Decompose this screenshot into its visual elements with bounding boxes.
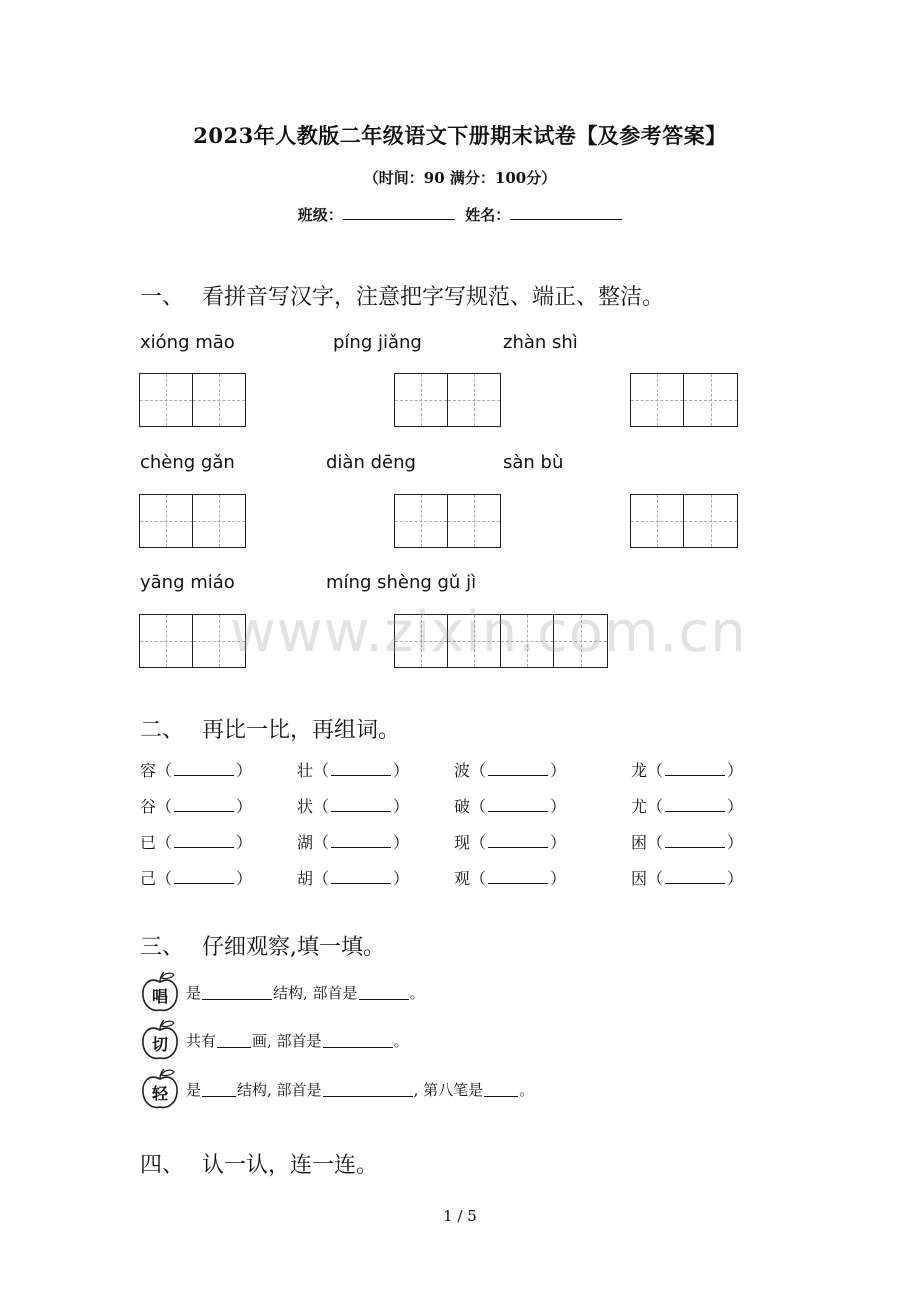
paren-close: ）	[550, 761, 567, 780]
compare-item	[297, 758, 409, 781]
section-3-heading	[140, 930, 385, 961]
compare-char: 因	[631, 869, 648, 888]
apple-icon	[140, 1067, 182, 1111]
answer-blank[interactable]	[217, 1033, 251, 1048]
word-blank[interactable]	[331, 761, 391, 776]
compare-item	[631, 866, 743, 889]
compare-char: 胡	[297, 869, 314, 888]
compare-item	[297, 866, 409, 889]
observe-char: 轻	[151, 1084, 168, 1103]
word-blank[interactable]	[174, 869, 234, 884]
paren-open: （	[470, 833, 487, 852]
compare-char: 湖	[297, 833, 314, 852]
observe-text: 画, 部首是	[252, 1031, 322, 1050]
compare-item	[454, 794, 566, 817]
compare-item	[454, 830, 566, 853]
pinyin-label: sàn bù	[503, 452, 564, 473]
observe-text: 。	[519, 1080, 535, 1099]
paren-open: （	[470, 761, 487, 780]
pinyin-label: zhàn shì	[503, 332, 578, 353]
paren-open: （	[647, 761, 664, 780]
paren-close: ）	[236, 869, 253, 888]
name-label: 姓名：	[465, 206, 511, 224]
paren-open: （	[647, 797, 664, 816]
class-blank[interactable]	[343, 205, 455, 220]
section-title: 看拼音写汉字，注意把字写规范、端正、整洁。	[202, 285, 665, 310]
word-blank[interactable]	[331, 833, 391, 848]
answer-blank[interactable]	[359, 985, 409, 1000]
paren-close: ）	[236, 833, 253, 852]
student-info-line	[0, 204, 920, 225]
compare-item	[631, 758, 743, 781]
observe-item	[140, 1018, 409, 1062]
pinyin-label: píng jiǎng	[333, 332, 422, 353]
paren-close: ）	[236, 761, 253, 780]
writing-grid[interactable]	[394, 494, 501, 548]
observe-text: 共有	[186, 1031, 217, 1050]
paren-close: ）	[550, 797, 567, 816]
observe-text: , 第八笔是	[413, 1080, 484, 1099]
compare-char: 己	[140, 869, 157, 888]
paren-open: （	[313, 833, 330, 852]
pinyin-label: diàn dēng	[326, 452, 416, 473]
watermark-text: www.zixin.com.cn	[230, 600, 747, 665]
compare-item	[454, 758, 566, 781]
compare-char: 状	[297, 797, 314, 816]
paren-close: ）	[236, 797, 253, 816]
section-1-heading	[140, 280, 664, 311]
paren-open: （	[313, 797, 330, 816]
exam-time-score: （时间：90 满分：100分）	[363, 169, 557, 187]
paren-open: （	[313, 761, 330, 780]
compare-char: 已	[140, 833, 157, 852]
word-blank[interactable]	[488, 761, 548, 776]
section-number: 三、	[140, 935, 185, 960]
paren-open: （	[156, 761, 173, 780]
word-blank[interactable]	[665, 797, 725, 812]
section-number: 一、	[140, 285, 185, 310]
compare-item	[140, 758, 252, 781]
class-label: 班级：	[297, 206, 343, 224]
word-blank[interactable]	[331, 797, 391, 812]
pinyin-label: míng shèng gǔ jì	[326, 572, 477, 593]
writing-grid[interactable]	[139, 373, 246, 427]
compare-char: 壮	[297, 761, 314, 780]
word-blank[interactable]	[665, 869, 725, 884]
compare-char: 谷	[140, 797, 157, 816]
word-blank[interactable]	[331, 869, 391, 884]
observe-char: 切	[151, 1035, 168, 1054]
answer-blank[interactable]	[323, 1082, 413, 1097]
compare-item	[297, 794, 409, 817]
observe-item	[140, 1067, 534, 1111]
compare-item	[297, 830, 409, 853]
paren-close: ）	[727, 833, 744, 852]
section-title: 再比一比，再组词。	[202, 718, 401, 743]
section-4-heading	[140, 1148, 378, 1179]
pinyin-label: chèng gǎn	[140, 452, 235, 473]
section-title: 仔细观察,填一填。	[202, 935, 385, 960]
paren-open: （	[647, 833, 664, 852]
paren-close: ）	[727, 869, 744, 888]
compare-char: 困	[631, 833, 648, 852]
compare-item	[631, 830, 743, 853]
word-blank[interactable]	[488, 833, 548, 848]
word-blank[interactable]	[174, 797, 234, 812]
word-blank[interactable]	[488, 869, 548, 884]
paren-close: ）	[727, 797, 744, 816]
writing-grid[interactable]	[630, 494, 738, 548]
compare-item	[140, 830, 252, 853]
word-blank[interactable]	[665, 833, 725, 848]
apple-icon	[140, 1018, 182, 1062]
observe-text: 结构, 部首是	[237, 1080, 322, 1099]
paren-close: ）	[393, 797, 410, 816]
section-title: 认一认，连一连。	[202, 1153, 379, 1178]
section-2-heading	[140, 713, 400, 744]
observe-item	[140, 970, 425, 1014]
compare-item	[631, 794, 743, 817]
paren-open: （	[156, 869, 173, 888]
paren-close: ）	[393, 761, 410, 780]
paren-open: （	[156, 833, 173, 852]
compare-char: 现	[454, 833, 471, 852]
paren-close: ）	[393, 869, 410, 888]
compare-char: 破	[454, 797, 471, 816]
word-blank[interactable]	[174, 761, 234, 776]
compare-item	[454, 866, 566, 889]
apple-icon	[140, 970, 182, 1014]
paren-close: ）	[727, 761, 744, 780]
compare-char: 容	[140, 761, 157, 780]
paren-open: （	[470, 869, 487, 888]
paren-close: ）	[550, 833, 567, 852]
writing-grid[interactable]	[630, 373, 738, 427]
observe-text: 是	[186, 983, 202, 1002]
answer-blank[interactable]	[323, 1033, 393, 1048]
word-blank[interactable]	[174, 833, 234, 848]
compare-char: 波	[454, 761, 471, 780]
observe-text: 是	[186, 1080, 202, 1099]
page-title: 2023年人教版二年级语文下册期末试卷【及参考答案】	[193, 123, 727, 148]
answer-blank[interactable]	[484, 1082, 518, 1097]
section-number: 二、	[140, 718, 185, 743]
page-number: 1 / 5	[443, 1207, 477, 1225]
observe-text: 。	[409, 983, 425, 1002]
writing-grid[interactable]	[394, 373, 501, 427]
compare-char: 尤	[631, 797, 648, 816]
word-blank[interactable]	[488, 797, 548, 812]
word-blank[interactable]	[665, 761, 725, 776]
paren-open: （	[470, 797, 487, 816]
paren-open: （	[647, 869, 664, 888]
compare-char: 龙	[631, 761, 648, 780]
paren-open: （	[156, 797, 173, 816]
pinyin-label: xióng māo	[140, 332, 235, 353]
section-number: 四、	[140, 1153, 185, 1178]
paren-close: ）	[550, 869, 567, 888]
observe-text: 。	[393, 1031, 409, 1050]
name-blank[interactable]	[510, 205, 622, 220]
answer-blank[interactable]	[202, 1082, 236, 1097]
paren-close: ）	[393, 833, 410, 852]
compare-item	[140, 794, 252, 817]
compare-item	[140, 866, 252, 889]
answer-blank[interactable]	[202, 985, 272, 1000]
writing-grid[interactable]	[139, 494, 246, 548]
pinyin-label: yāng miáo	[140, 572, 235, 593]
observe-char: 唱	[151, 987, 168, 1006]
compare-char: 观	[454, 869, 471, 888]
observe-text: 结构, 部首是	[273, 983, 358, 1002]
paren-open: （	[313, 869, 330, 888]
